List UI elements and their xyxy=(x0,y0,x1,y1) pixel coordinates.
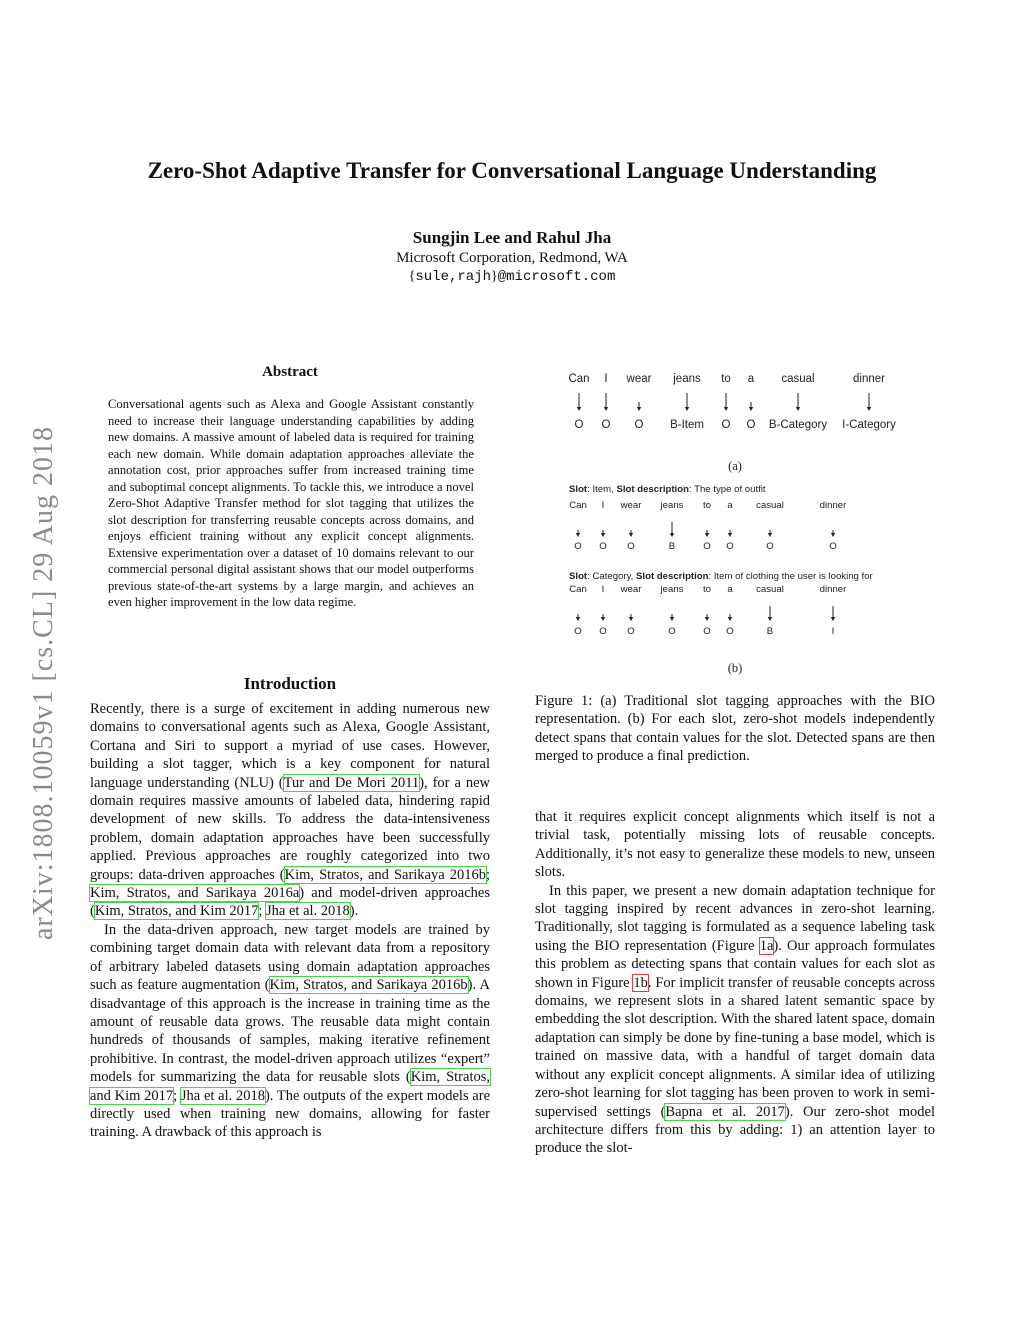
text-run: ) and model-driven approaches ( xyxy=(90,885,490,920)
slot-header xyxy=(569,571,874,582)
word-token: jeans xyxy=(660,584,684,595)
span-tag: O xyxy=(726,626,734,637)
text-run: ), for a new domain requires massive amounts of labeled data, hindering rapid development of new skills. To address the data-intensiveness problem, domain adaptation approaches have been successfully applied. Previous approaches are roughly categorized into two groups: data-driven approaches ( xyxy=(90,774,490,883)
tag-arrow xyxy=(831,606,835,621)
text-run: Recently, there is a surge of excitement in adding numerous new domains to conversational agents such as Alexa, Google Assistant, Cortana and Siri to support a myriad of use cases. However, building a slot tagger, which is a key component for natural language understanding (NLU) ( xyxy=(90,701,490,791)
abstract-body: Conversational agents such as Alexa and Google Assistant constantly need to increase their language understanding capabilities by adding new domains. A massive amount of labeled data is required for training each new domain. While domain adaptation approaches alleviate the annotation cost, prior approaches suffer from increased training time and suboptimal concept alignments. To tackle this, we introduce a novel Zero-Shot Adaptive Transfer method for slot tagging that utilizes the slot description for transferring reusable concepts across domains, and enjoys efficient training without any explicit concept alignments. Extensive experimentation over a dataset of 10 domains relevant to our commercial personal digital assistant shows that our model outperforms previous state-of-the-art systems by a large margin, and achieves an even higher improvement in the low data regime. xyxy=(108,397,474,609)
abstract-heading: Abstract xyxy=(262,364,318,380)
figure-1-diagram xyxy=(535,360,935,690)
bio-tag: B-Item xyxy=(670,419,704,431)
left-column xyxy=(90,700,490,1142)
word-token: wear xyxy=(620,584,642,595)
tag-arrow xyxy=(749,402,753,411)
tag-arrow xyxy=(831,530,835,537)
word-token: a xyxy=(747,373,755,385)
word-token: to xyxy=(702,500,712,511)
word-token: to xyxy=(721,373,731,385)
tag-arrow xyxy=(670,522,674,537)
span-tag: O xyxy=(726,541,734,552)
citation-link[interactable]: Kim, Stratos, and Kim 2017 xyxy=(90,1069,490,1104)
span-tag: O xyxy=(574,626,582,637)
tag-arrow xyxy=(601,614,605,621)
arxiv-identifier-stamp: arXiv:1808.10059v1 [cs.CL] 29 Aug 2018 xyxy=(28,426,59,940)
word-token: dinner xyxy=(853,373,885,385)
bio-tag: O xyxy=(634,419,644,431)
citation-link[interactable]: Jha et al. 2018 xyxy=(180,1087,265,1104)
bio-tag: I-Category xyxy=(842,419,896,431)
intro-paragraph-2 xyxy=(90,921,490,1142)
authors: Sungjin Lee and Rahul Jha xyxy=(412,228,612,247)
tag-arrow xyxy=(705,530,709,537)
text-run: ; xyxy=(485,866,490,883)
tag-arrow xyxy=(576,530,580,537)
introduction-heading: Introduction xyxy=(243,674,337,693)
text-run: ; xyxy=(258,903,267,920)
word-token: casual xyxy=(756,500,784,511)
figure-ref-link[interactable]: 1a xyxy=(759,937,774,954)
slot-key: Slot xyxy=(569,571,588,582)
span-tag: I xyxy=(831,626,835,637)
slot-key: Slot xyxy=(569,484,588,495)
author-email xyxy=(0,269,1024,285)
citation-link[interactable]: Bapna et al. 2017 xyxy=(665,1103,785,1120)
span-tag: O xyxy=(703,541,711,552)
word-token: wear xyxy=(620,500,642,511)
word-token: jeans xyxy=(660,500,684,511)
tag-arrow xyxy=(867,393,871,411)
word-token: I xyxy=(604,373,608,385)
span-tag: O xyxy=(627,541,635,552)
tag-arrow xyxy=(724,393,728,411)
citation-link[interactable]: Kim, Stratos, and Sarikaya 2016b xyxy=(269,977,468,994)
tag-arrow xyxy=(577,393,581,411)
word-token: casual xyxy=(756,584,784,595)
tag-arrow xyxy=(629,530,633,537)
intro-paragraph-1 xyxy=(90,700,490,921)
word-token: a xyxy=(727,584,733,595)
text-run: In the data-driven approach, new target models are trained by combining target domain data with relevant data from a repository of arbitrary labeled datasets using domain adaptation approaches such as feature augmentation ( xyxy=(90,921,490,994)
slot-description-value: : Item of clothing the user is looking for xyxy=(708,571,873,582)
span-tag: O xyxy=(627,626,635,637)
citation-link[interactable]: Kim, Stratos, and Kim 2017 xyxy=(94,903,259,920)
word-token: Can xyxy=(568,373,590,385)
word-token: Can xyxy=(569,500,587,511)
bio-tag: O xyxy=(746,419,756,431)
tag-arrow xyxy=(685,393,689,411)
span-tag: O xyxy=(599,541,607,552)
citation-link[interactable]: Kim, Stratos, and Sarikaya 2016b xyxy=(284,866,486,883)
span-tag: O xyxy=(829,541,837,552)
text-run: In this paper, we present a new domain adaptation technique for slot tagging inspired by recent advances in zero-shot learning. Traditionally, slot tagging is formulated as a sequence labeling task using the BIO representation (Figure xyxy=(535,882,935,954)
email-open-brace: { xyxy=(408,269,416,284)
text-run: . For implicit transfer of reusable concepts across domains, we represent slots in a shared latent semantic space by embedding the slot description. With the shared latent space, domain adaptation can simply be done by fine-tuning a base model, which is trained on massive data, with a handful of target domain data without any explicit concept alignments. A similar idea of utilizing zero-shot learning for slot tagging has been proven to work in semi-supervised settings ( xyxy=(535,974,935,1120)
text-run: ). A disadvantage of this approach is the increase in training time as the amount of reusable data grows. The reusable data might contain hundreds of thousands of samples, making iterative refinement prohibitive. In contrast, the model-driven approach utilizes “expert” models for summarizing the data for reusable slots ( xyxy=(90,977,491,1086)
figure-ref-link[interactable]: 1b xyxy=(633,974,648,991)
slot-value: : Category, xyxy=(587,571,637,582)
word-token: casual xyxy=(781,373,815,385)
tag-arrow xyxy=(670,614,674,621)
word-token: I xyxy=(601,584,605,595)
span-tag: O xyxy=(599,626,607,637)
email-close-brace: } xyxy=(491,269,498,284)
tag-arrow xyxy=(576,614,580,621)
tag-arrow xyxy=(768,530,772,537)
panel-b-label: (b) xyxy=(727,661,743,675)
figure-1-caption: Figure 1: (a) Traditional slot tagging approaches with the BIO representation. (b) For each slot, zero-shot models independently detect spans that contain values for the slot. Detected spans are then merged to produce a final prediction. xyxy=(535,693,935,765)
span-tag: B xyxy=(668,541,676,552)
slot-value: : Item, xyxy=(587,484,617,495)
affiliation: Microsoft Corporation, Redmond, WA xyxy=(396,250,628,266)
paper-title: Zero-Shot Adaptive Transfer for Conversational Language Understanding xyxy=(147,158,877,183)
email-names: sule,rajh xyxy=(415,269,491,285)
text-run: ). Our zero-shot model architecture differs from this by adding: 1) an attention layer to produce the slot- xyxy=(535,1103,935,1157)
slot-description-value: : The type of outfit xyxy=(688,484,766,495)
tag-arrow xyxy=(629,614,633,621)
word-token: I xyxy=(601,500,605,511)
citation-link[interactable]: Jha et al. 2018 xyxy=(266,903,350,920)
span-tag: O xyxy=(668,626,676,637)
right-paragraph-1: that it requires explicit concept alignments which itself is not a trivial task, potentially missing lots of reusable concepts. Additionally, it’s not easy to generalize these models to new, unseen slots. xyxy=(535,809,935,881)
text-run: ). xyxy=(349,903,359,920)
right-column xyxy=(535,808,935,1158)
tag-arrow xyxy=(601,530,605,537)
word-token: Can xyxy=(569,584,587,595)
bio-tag: O xyxy=(574,419,584,431)
tag-arrow xyxy=(637,402,641,411)
text-run: ). Our approach formulates this problem as detecting spans that contain values for each slot as shown in Figure xyxy=(535,937,936,991)
citation-link[interactable]: Kim, Stratos, and Sarikaya 2016a xyxy=(90,885,300,902)
word-token: dinner xyxy=(819,584,847,595)
panel-a-label: (a) xyxy=(728,459,742,473)
tag-arrow xyxy=(604,393,608,411)
citation-link[interactable]: Tur and De Mori 2011 xyxy=(283,774,420,791)
span-tag: B xyxy=(766,626,774,637)
email-domain: @microsoft.com xyxy=(497,269,616,285)
word-token: wear xyxy=(626,373,652,385)
tag-arrow xyxy=(705,614,709,621)
slot-header xyxy=(569,484,766,495)
slot-description-key: Slot description xyxy=(616,484,689,495)
tag-arrow xyxy=(768,606,772,621)
bio-tag: O xyxy=(601,419,611,431)
tag-arrow xyxy=(728,614,732,621)
tag-arrow xyxy=(796,393,800,411)
word-token: jeans xyxy=(673,373,701,385)
text-run: ; xyxy=(173,1087,181,1104)
word-token: a xyxy=(727,500,733,511)
right-paragraph-2 xyxy=(535,882,935,1158)
word-token: to xyxy=(702,584,712,595)
span-tag: O xyxy=(766,541,774,552)
figure-1 xyxy=(535,360,935,690)
tag-arrow xyxy=(728,530,732,537)
bio-tag: O xyxy=(721,419,731,431)
slot-description-key: Slot description xyxy=(636,571,709,582)
word-token: dinner xyxy=(819,500,847,511)
text-run: ). The outputs of the expert models are directly used when training new domains, allowing for faster training. A drawback of this approach is xyxy=(90,1087,491,1141)
span-tag: O xyxy=(703,626,711,637)
span-tag: O xyxy=(574,541,582,552)
bio-tag: B-Category xyxy=(768,419,828,431)
